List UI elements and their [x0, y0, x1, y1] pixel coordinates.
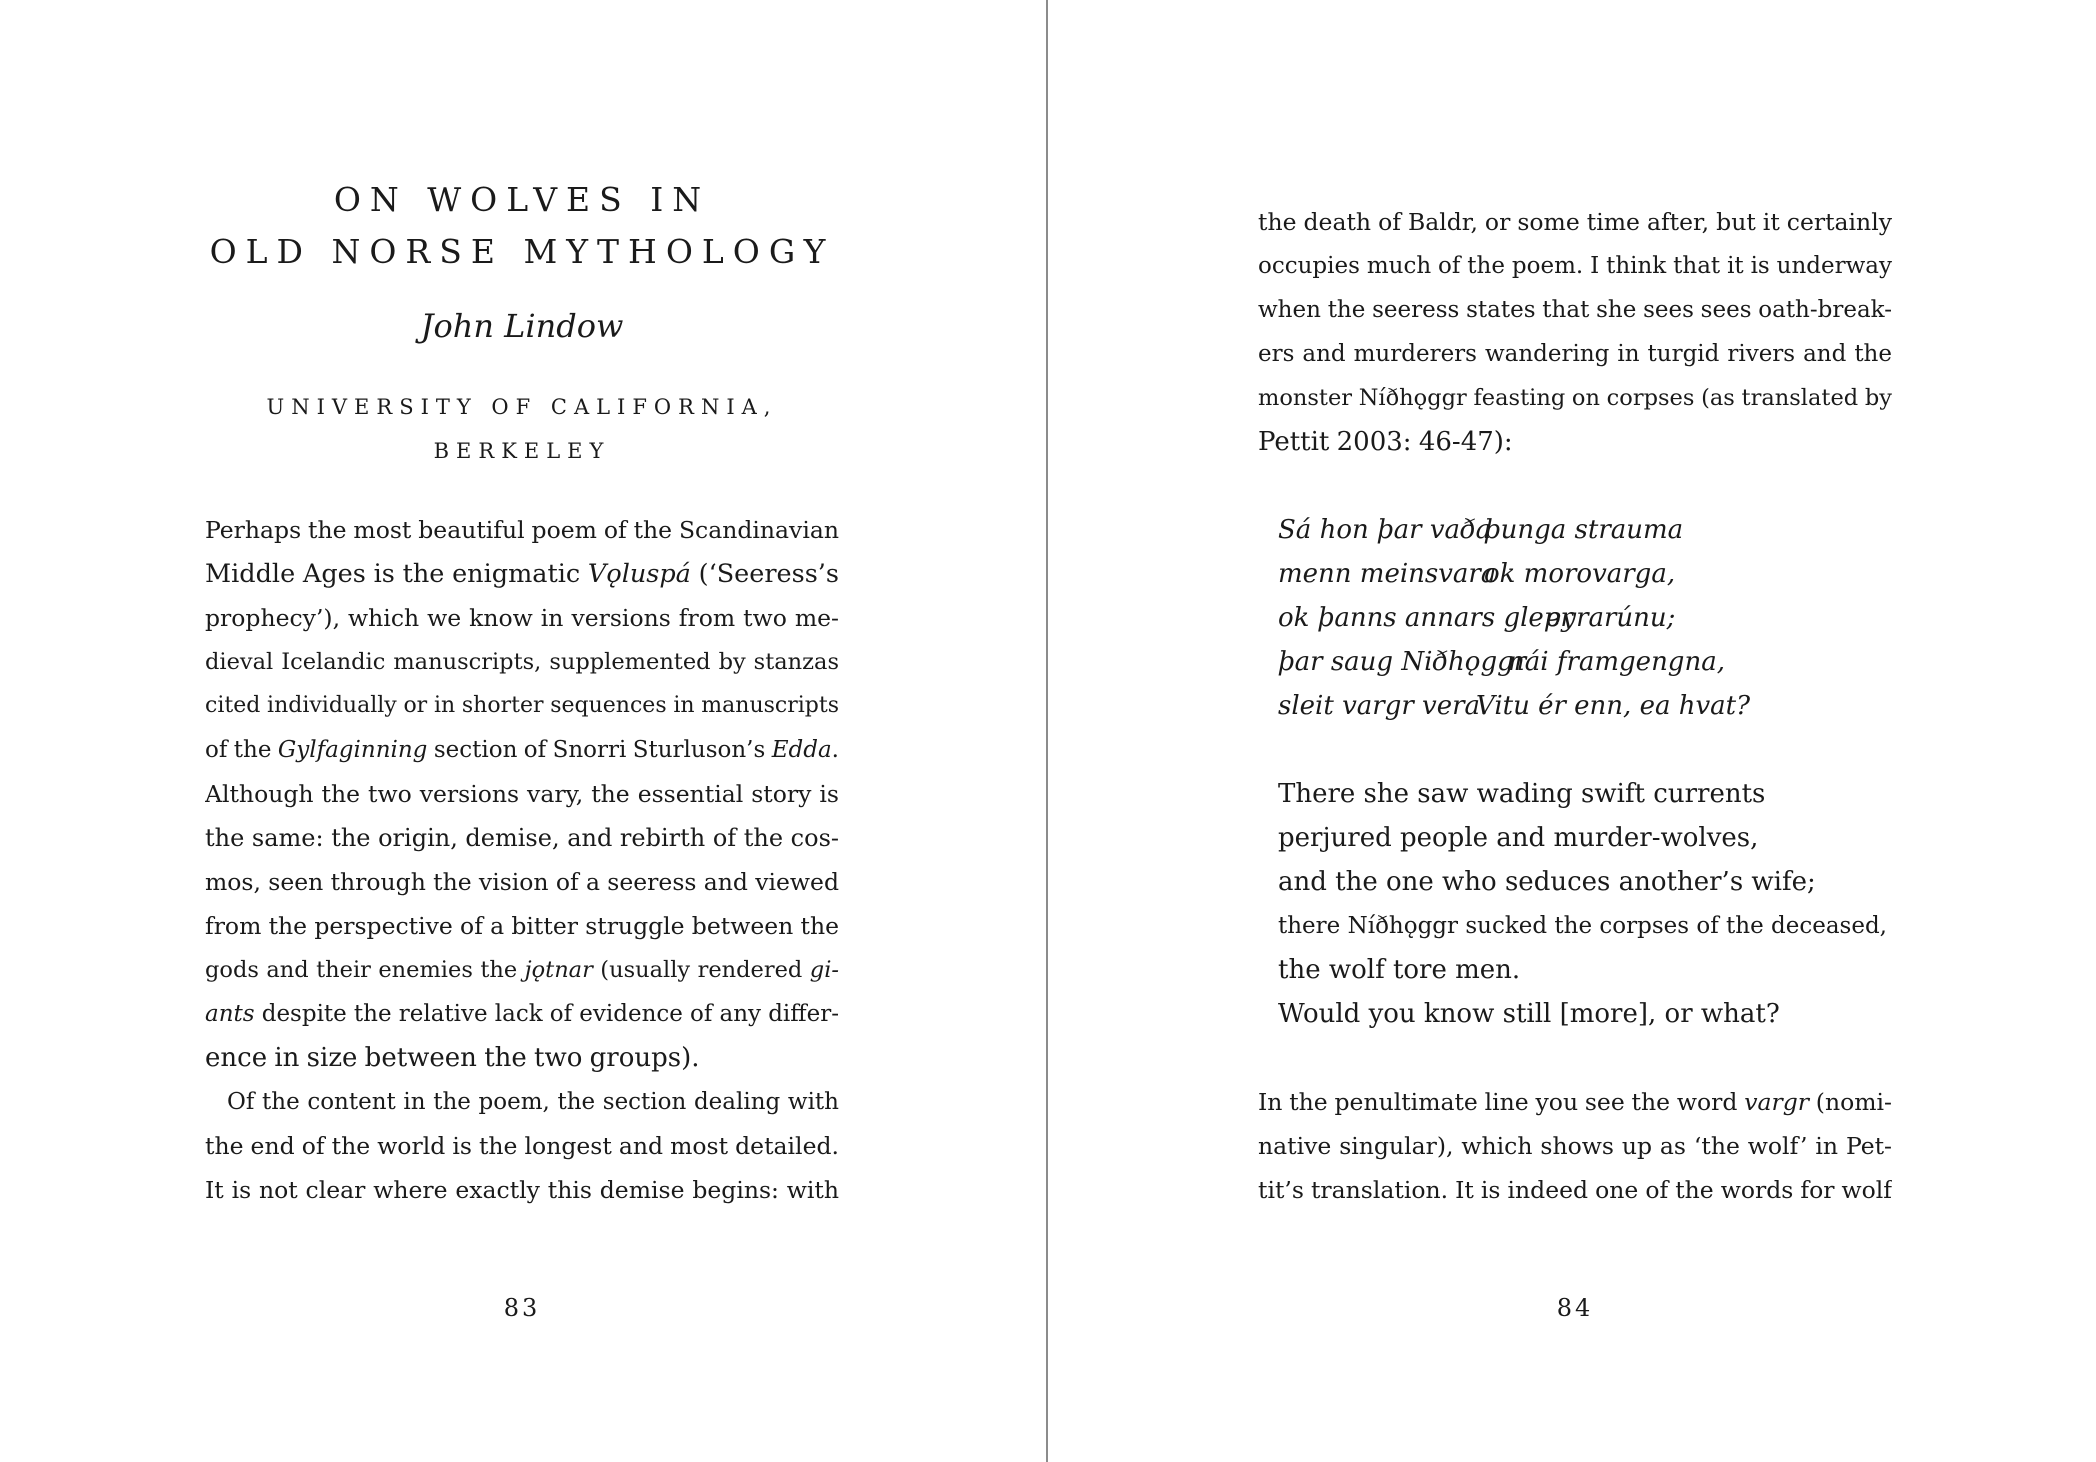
old-norse-verse	[1278, 508, 1878, 728]
affiliation-line: UNIVERSITY OF CALIFORNIA,	[266, 395, 778, 419]
text-line: ence in size between the two groups).	[205, 1043, 700, 1073]
text-line: Perhaps the most beautiful poem of the Scandinavian	[205, 516, 839, 544]
body-paragraph-2	[205, 1080, 839, 1212]
translation-line: the wolf tore men.	[1278, 955, 1521, 985]
text-line: ers and murderers wandering in turgid rivers and the	[1258, 341, 1892, 367]
text-line: In the penultimate line you see the word vargr (nomi-	[1258, 1088, 1892, 1116]
text-line: It is not clear where exactly this demise begins: with	[205, 1176, 839, 1204]
text-line: prophecy’), which we know in versions from two me-	[205, 604, 839, 632]
body-paragraph-3	[1258, 1080, 1892, 1212]
left-page	[205, 0, 839, 1462]
text-line: mos, seen through the vision of a seeress and viewed	[205, 868, 839, 896]
translation-line: perjured people and murder-wolves,	[1278, 823, 1759, 853]
verse-half-line: þunga strauma	[1484, 515, 1684, 545]
text-line: native singular), which shows up as ‘the wolf’ in Pet-	[1258, 1132, 1892, 1160]
text-line: gods and their enemies the jǫtnar (usually rendered gi-	[205, 957, 839, 983]
title-line: ON WOLVES IN	[333, 180, 711, 219]
article-title	[205, 174, 839, 278]
verse-half-line: ok morovarga,	[1484, 559, 1676, 589]
body-paragraph-continued	[1258, 200, 1892, 464]
text-line: dieval Icelandic manuscripts, supplemented by stanzas	[205, 649, 839, 675]
text-line: Although the two versions vary, the essential story is	[205, 780, 839, 808]
right-page	[1258, 0, 1892, 1462]
verse-half-line: Sá hon þar vaða	[1278, 515, 1492, 545]
text-line: the same: the origin, demise, and rebirth of the cos-	[205, 824, 839, 852]
verse-half-line: menn meinsvara	[1278, 559, 1497, 589]
text-line: occupies much of the poem. I think that it is underway	[1258, 253, 1892, 279]
text-line: of the Gylfaginning section of Snorri Sturluson’s Edda.	[205, 737, 839, 763]
text-line: Of the content in the poem, the section dealing with	[227, 1089, 839, 1115]
text-line: cited individually or in shorter sequences in manuscripts	[205, 693, 839, 718]
text-line: the death of Baldr, or some time after, but it certainly	[1258, 208, 1892, 236]
verse-line	[1278, 640, 1878, 684]
translation-line: Would you know still [more], or what?	[1278, 999, 1780, 1029]
page-number: 83	[503, 1294, 541, 1322]
text-line: from the perspective of a bitter struggle between the	[205, 912, 839, 940]
text-line: the end of the world is the longest and most detailed.	[205, 1132, 839, 1160]
author-affiliation	[205, 385, 839, 473]
text-line: ants despite the relative lack of evidence of any differ-	[205, 1001, 839, 1027]
verse-line	[1278, 596, 1878, 640]
page-number: 84	[1556, 1294, 1594, 1322]
text-line: monster Níðhǫggr feasting on corpses (as translated by	[1258, 385, 1892, 411]
text-line: Pettit 2003: 46-47):	[1258, 427, 1513, 457]
translation-line: there Níðhǫggr sucked the corpses of the deceased,	[1278, 913, 1887, 939]
text-line: when the seeress states that she sees sees oath-break-	[1258, 297, 1892, 323]
verse-half-line: eyrarúnu;	[1546, 603, 1676, 633]
verse-half-line: nái framgengna,	[1508, 647, 1725, 677]
translation-line: There she saw wading swift currents	[1278, 779, 1766, 809]
verse-half-line: Vitu ér enn, ea hvat?	[1476, 691, 1751, 721]
verse-line	[1278, 552, 1878, 596]
body-paragraph-1	[205, 508, 839, 1080]
verse-line	[1278, 684, 1878, 728]
text-line: Middle Ages is the enigmatic Vǫluspá (‘Seeress’s	[205, 559, 839, 589]
text-line: tit’s translation. It is indeed one of the words for wolf	[1258, 1176, 1892, 1204]
verse-half-line: ok þanns annars glepr	[1278, 603, 1573, 633]
verse-half-line: þar saug Niðhǫggr	[1278, 647, 1527, 677]
verse-half-line: sleit vargr vera.	[1278, 691, 1489, 721]
verse-line	[1278, 508, 1878, 552]
verse-translation	[1278, 772, 1898, 1036]
author-name: John Lindow	[420, 307, 624, 345]
translation-line: and the one who seduces another’s wife;	[1278, 867, 1816, 897]
page-gutter-divider	[1046, 0, 1048, 1462]
affiliation-line: BERKELEY	[433, 439, 611, 463]
title-line: OLD NORSE MYTHOLOGY	[209, 232, 835, 271]
